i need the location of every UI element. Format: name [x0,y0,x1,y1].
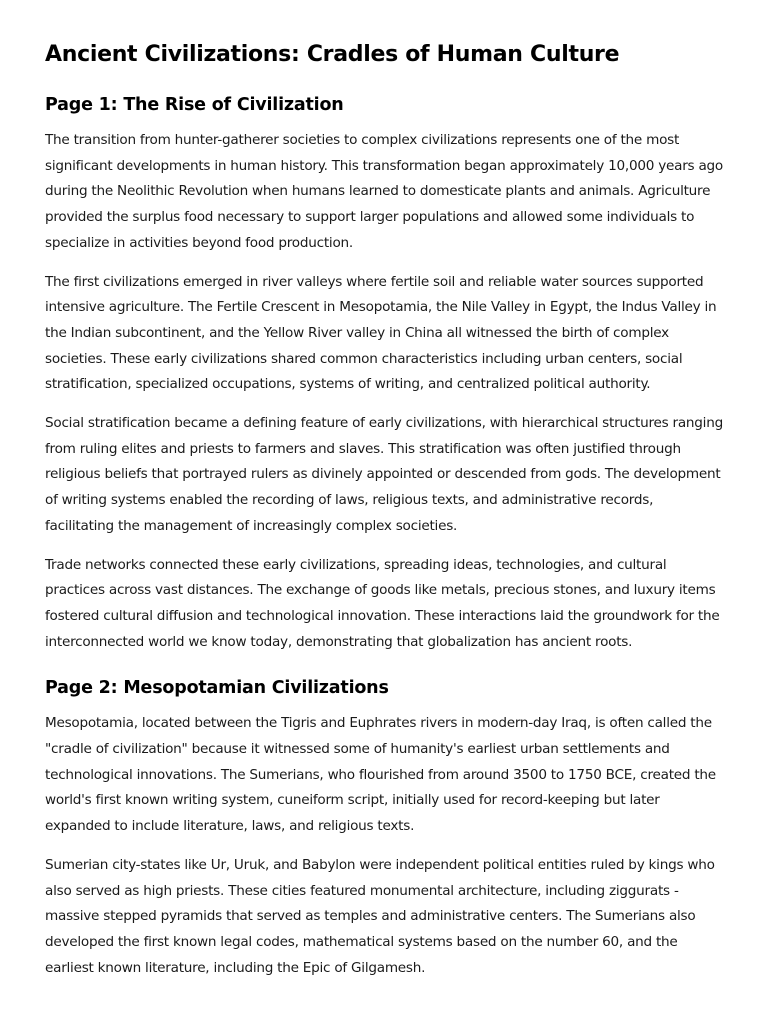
document-title: Ancient Civilizations: Cradles of Human Culture [45,42,620,67]
section-rise-of-civilization [45,92,725,655]
paragraph: Social stratification became a defining feature of early civilizations, with hierarchical structures ranging from ruling elites and priests to farmers and slaves. This stratification was often justified through religious beliefs that portrayed rulers as divinely appointed or descended from gods. The development of writing systems enabled the recording of laws, religious texts, and administrative records, facilitating the management of increasingly complex societies. [45,415,723,534]
document-page [45,40,725,994]
section-mesopotamian-civilizations [45,675,725,981]
section-heading: Page 1: The Rise of Civilization [45,95,344,115]
paragraph: The transition from hunter-gatherer societies to complex civilizations represents one of the most significant developments in human history. This transformation began approximately 10,000 years ago during the Neolithic Revolution when humans learned to domesticate plants and animals. Agriculture provided the surplus food necessary to support larger populations and allowed some individuals to specialize in activities beyond food production. [45,132,723,251]
paragraph: Sumerian city-states like Ur, Uruk, and Babylon were independent political entities ruled by kings who also served as high priests. These cities featured monumental architecture, including ziggurats - massive stepped pyramids that served as temples and administrative centers. The Sumerians also developed the first known legal codes, mathematical systems based on the number 60, and the earliest known literature, including the Epic of Gilgamesh. [45,856,715,976]
paragraph: Trade networks connected these early civilizations, spreading ideas, technologies, and cultural practices across vast distances. The exchange of goods like metals, precious stones, and luxury items fostered cultural diffusion and technological innovation. These interactions laid the groundwork for the interconnected world we know today, demonstrating that globalization has ancient roots. [45,556,720,650]
paragraph: The first civilizations emerged in river valleys where fertile soil and reliable water sources supported intensive agriculture. The Fertile Crescent in Mesopotamia, the Nile Valley in Egypt, the Indus Valley in the Indian subcontinent, and the Yellow River valley in China all witnessed the birth of complex societies. These early civilizations shared common characteristics including urban centers, social stratification, specialized occupations, systems of writing, and centralized political authority. [45,273,717,393]
section-heading: Page 2: Mesopotamian Civilizations [45,678,389,699]
paragraph: Mesopotamia, located between the Tigris and Euphrates rivers in modern-day Iraq, is often called the "cradle of civilization" because it witnessed some of humanity's earliest urban settlements and technological innovations. The Sumerians, who flourished from around 3500 to 1750 BCE, created the world's first known writing system, cuneiform script, initially used for record-keeping but later expanded to include literature, laws, and religious texts. [45,715,716,835]
